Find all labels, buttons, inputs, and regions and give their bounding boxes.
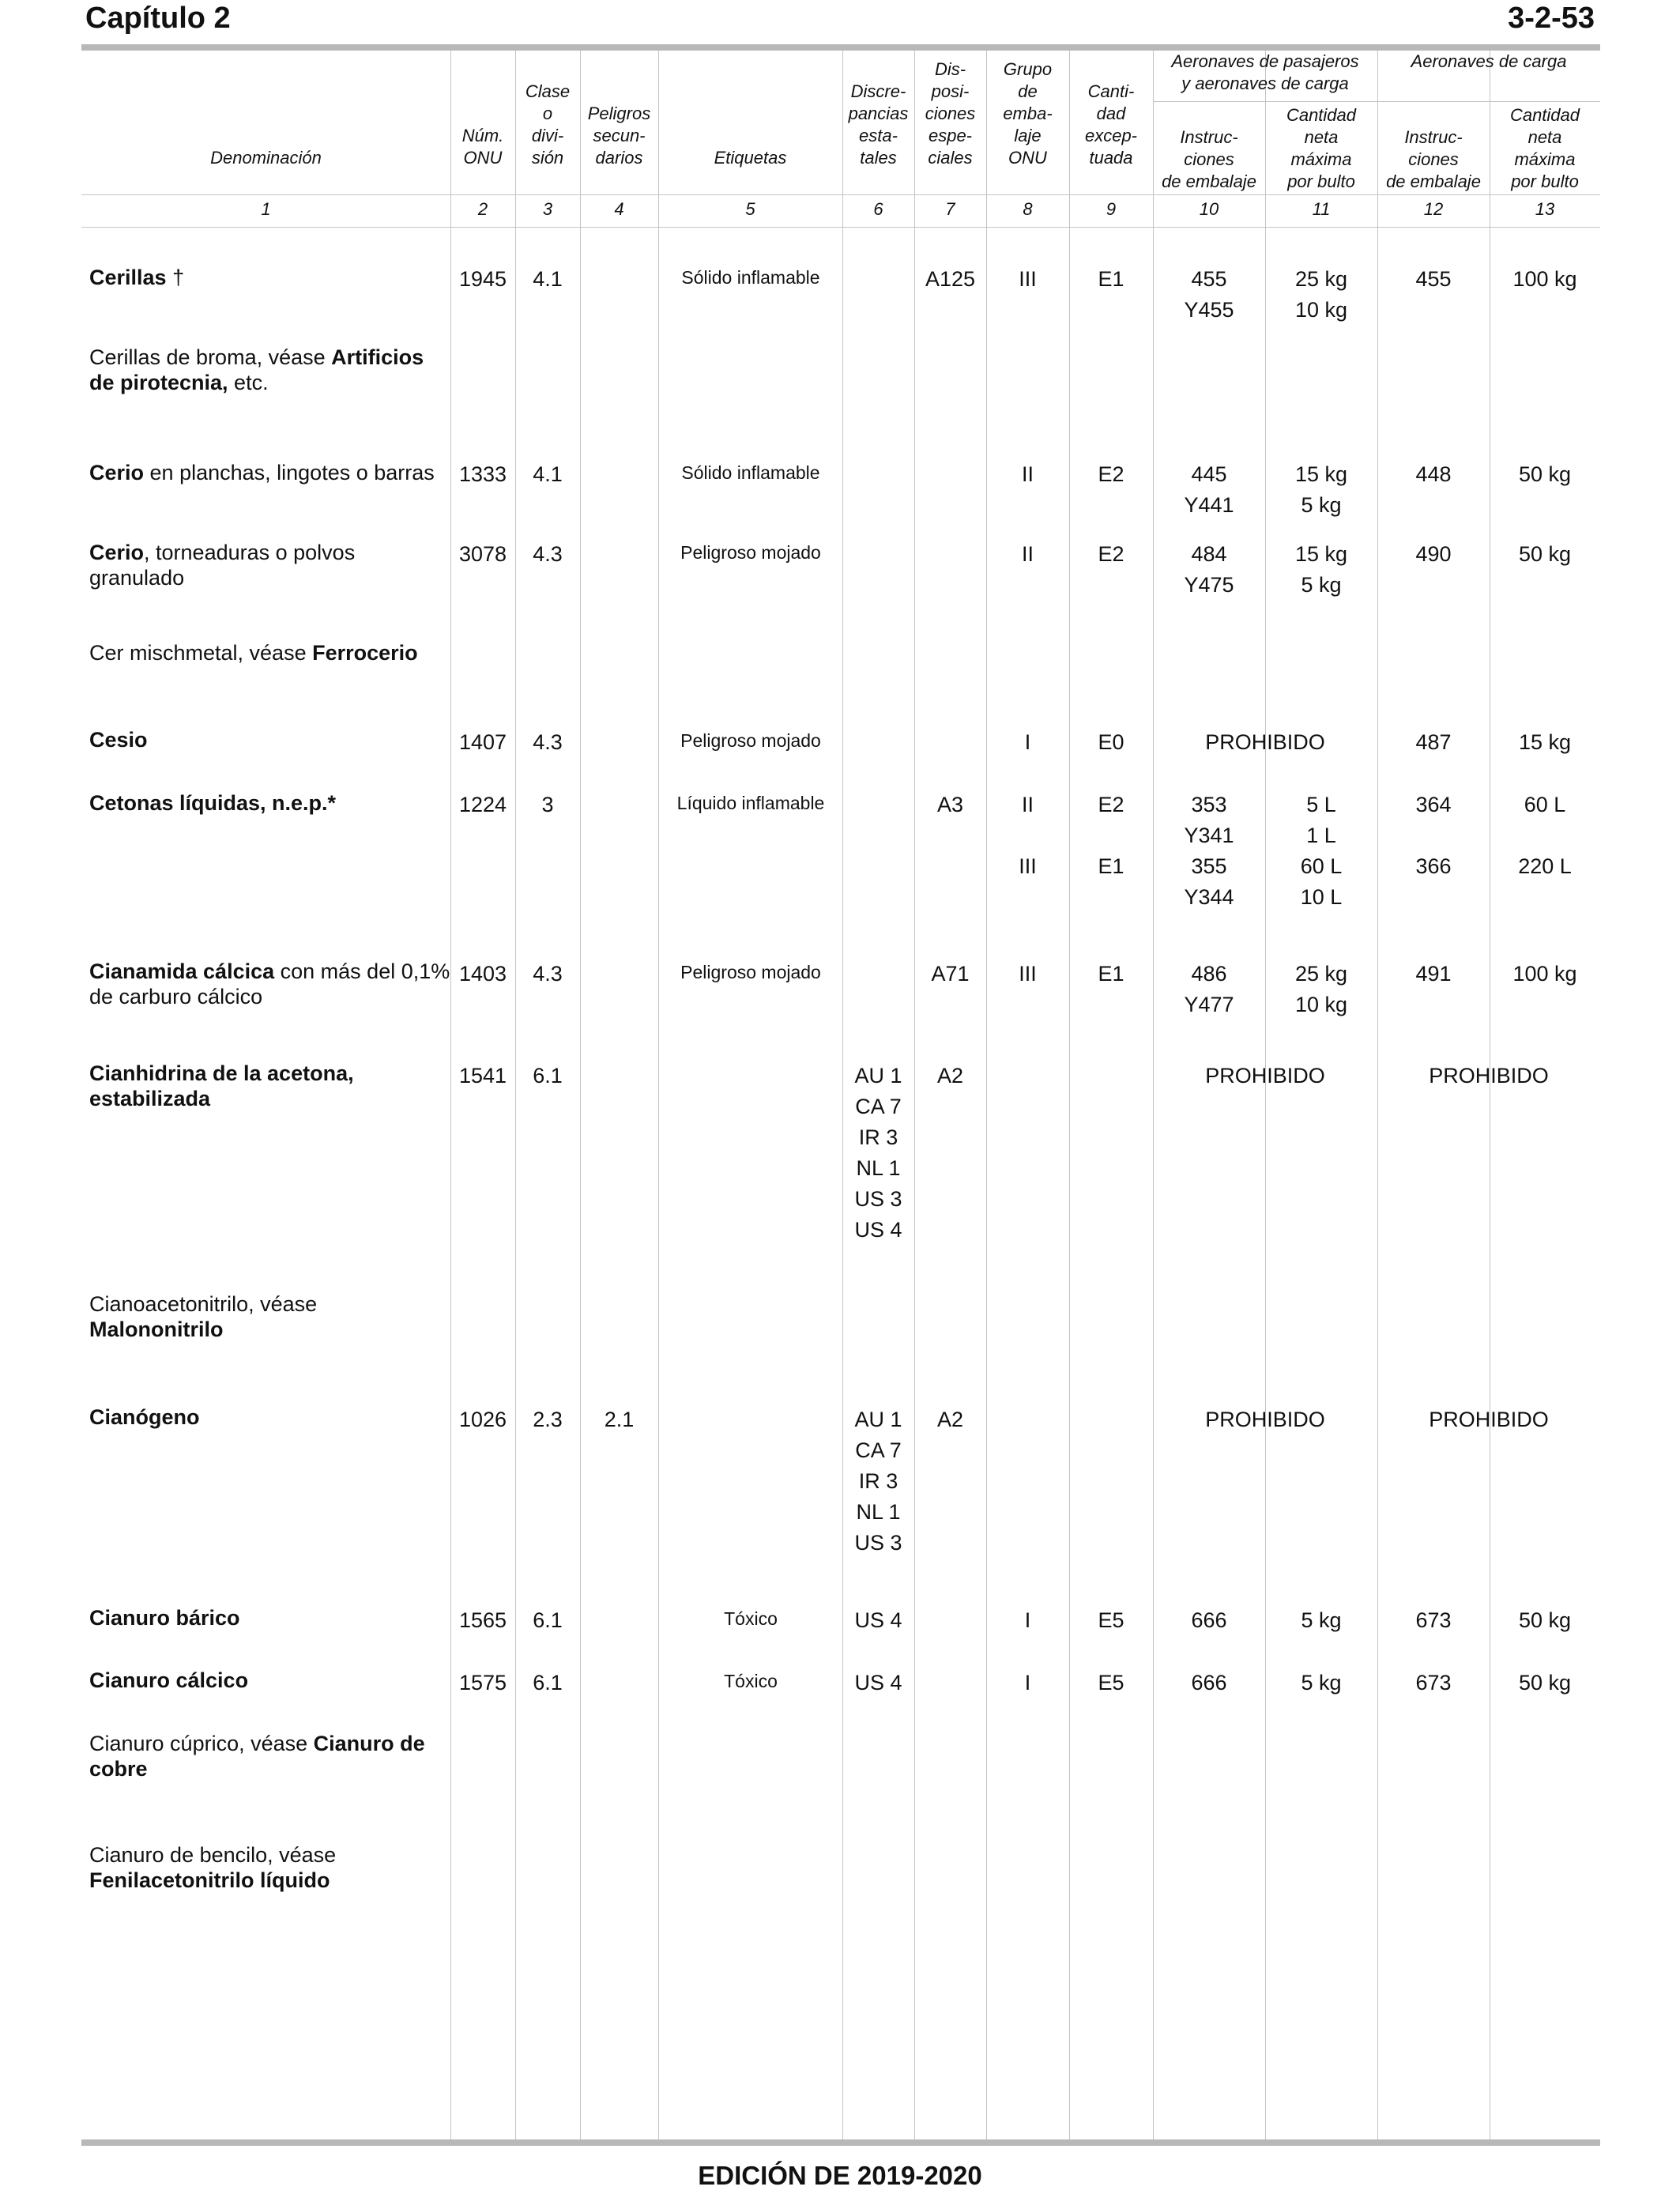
column-number: 8 (1023, 199, 1033, 219)
header-group-cargo: Aeronaves de carga (1411, 51, 1567, 71)
row-pax-prohibited: PROHIBIDO (1205, 730, 1325, 754)
row-label: Sólido inflamable (681, 462, 820, 483)
row-name: Cianuro bárico (89, 1606, 240, 1630)
row-cargo-quantity: 100 kg (1512, 962, 1577, 986)
column-divider (1265, 51, 1266, 2139)
number-row-divider (81, 227, 1600, 228)
header-cargo-quantity: Cantidad neta máxima por bulto (1509, 105, 1580, 191)
row-class: 4.1 (533, 462, 563, 486)
row-cargo-instructions: 448 (1415, 462, 1452, 486)
row-name: Cerio, torneaduras o polvos granulado (89, 541, 356, 590)
row-class: 3 (541, 793, 554, 816)
row-excepted-qty: E2 (1098, 542, 1124, 566)
header-denominacion: Denominación (210, 148, 322, 168)
row-packing-group: I (1024, 730, 1031, 754)
row-excepted-qty: E5 (1098, 1608, 1124, 1632)
row-un-number: 1333 (458, 462, 507, 486)
header-pax-quantity: Cantidad neta máxima por bulto (1286, 105, 1357, 191)
row-state-variations: US 4 (854, 1608, 902, 1632)
row-cargo-instructions: 673 (1415, 1671, 1452, 1695)
row-name: Cianhidrina de la acetona, estabilizada (89, 1061, 354, 1110)
row-pax-prohibited: PROHIBIDO (1205, 1064, 1325, 1088)
chapter-title: Capítulo 2 (85, 2, 231, 35)
row-un-number: 3078 (458, 542, 507, 566)
column-number: 11 (1312, 199, 1331, 219)
row-un-number: 1945 (458, 267, 507, 291)
header-divider (81, 194, 1600, 195)
row-cargo-instructions: 487 (1415, 730, 1452, 754)
column-number: 3 (542, 199, 553, 219)
row-label: Peligroso mojado (680, 542, 821, 563)
row-class: 4.3 (533, 730, 563, 754)
row-excepted-qty: E1 (1098, 962, 1124, 986)
row-cargo-prohibited: PROHIBIDO (1429, 1408, 1549, 1431)
row-cargo-instructions: 673 (1415, 1608, 1452, 1632)
row-name: Cetonas líquidas, n.e.p.* (89, 791, 337, 815)
header-disposiciones: Dis- posi- ciones espe- ciales (925, 59, 976, 168)
row-cargo-quantity: 50 kg (1518, 1671, 1572, 1695)
row-un-number: 1565 (458, 1608, 507, 1632)
row-un-number: 1026 (458, 1408, 507, 1431)
row-class: 4.3 (533, 962, 563, 986)
row-name: Cianuro cúprico, véase Cianuro de cobre (89, 1732, 425, 1781)
row-name: Cianamida cálcica con más del 0,1% de carburo cálcico (89, 959, 450, 1008)
group-header-divider (1153, 101, 1600, 102)
header-pax-instructions: Instruc- ciones de embalaje (1162, 127, 1256, 191)
row-packing-group: I (1024, 1671, 1031, 1695)
header-cargo-instructions: Instruc- ciones de embalaje (1386, 127, 1481, 191)
header-num-onu: Núm. ONU (461, 126, 504, 168)
top-rule (81, 44, 1600, 51)
row-name: Cianoacetonitrilo, véase Malononitrilo (89, 1292, 318, 1341)
row-name: Cerillas † (89, 266, 185, 289)
row-cargo-prohibited: PROHIBIDO (1429, 1064, 1549, 1088)
row-pax-instructions: 486 Y477 (1184, 962, 1234, 1016)
row-un-number: 1541 (458, 1064, 507, 1088)
row-name: Cerio en planchas, lingotes o barras (89, 461, 435, 484)
row-excepted-qty: E2 (1098, 462, 1124, 486)
row-class: 4.3 (533, 542, 563, 566)
row-class: 6.1 (533, 1671, 563, 1695)
row-pax-quantity: 25 kg 10 kg (1294, 267, 1348, 322)
row-special-provisions: A71 (931, 962, 970, 986)
row-label: Sólido inflamable (681, 267, 820, 288)
row-packing-group: II III (1019, 793, 1037, 878)
row-pax-instructions: 484 Y475 (1184, 542, 1234, 597)
row-pax-quantity: 15 kg 5 kg (1294, 542, 1348, 597)
row-name: Cianuro cálcico (89, 1668, 249, 1692)
row-cargo-quantity: 50 kg (1518, 542, 1572, 566)
row-state-variations: AU 1 CA 7 IR 3 NL 1 US 3 (854, 1408, 902, 1555)
column-number: 5 (745, 199, 755, 219)
row-label: Peligroso mojado (680, 962, 821, 982)
row-special-provisions: A2 (936, 1408, 964, 1431)
column-number: 2 (477, 199, 488, 219)
row-special-provisions: A3 (936, 793, 964, 816)
row-pax-quantity: 5 kg (1301, 1608, 1342, 1632)
row-special-provisions: A2 (936, 1064, 964, 1088)
header-peligros: Peligros secun- darios (587, 104, 651, 168)
row-excepted-qty: E5 (1098, 1671, 1124, 1695)
row-cargo-instructions: 364 366 (1415, 793, 1452, 878)
row-pax-instructions: 666 (1191, 1608, 1227, 1632)
row-class: 6.1 (533, 1608, 563, 1632)
header-cantidad-exceptuada: Canti- dad excep- tuada (1084, 81, 1138, 168)
row-pax-instructions: 666 (1191, 1671, 1227, 1695)
row-label: Peligroso mojado (680, 730, 821, 751)
column-number: 1 (261, 199, 271, 219)
row-label: Líquido inflamable (676, 793, 825, 813)
row-packing-group: III (1019, 962, 1037, 986)
row-cargo-quantity: 15 kg (1518, 730, 1572, 754)
row-pax-prohibited: PROHIBIDO (1205, 1408, 1325, 1431)
column-divider (580, 51, 581, 2139)
row-name: Cianógeno (89, 1405, 200, 1429)
row-class: 2.3 (533, 1408, 563, 1431)
row-name: Cianuro de bencilo, véase Fenilacetonitrilo líquido (89, 1843, 337, 1892)
row-un-number: 1407 (458, 730, 507, 754)
column-divider (986, 51, 987, 2139)
column-divider (914, 51, 915, 2139)
header-grupo-embalaje: Grupo de emba- laje ONU (1003, 59, 1053, 168)
column-divider (1069, 51, 1070, 2139)
column-divider (515, 51, 516, 2139)
row-un-number: 1403 (458, 962, 507, 986)
column-number: 12 (1423, 199, 1444, 219)
column-number: 7 (945, 199, 955, 219)
column-number: 4 (614, 199, 624, 219)
row-pax-instructions: 445 Y441 (1184, 462, 1234, 517)
row-cargo-instructions: 455 (1415, 267, 1452, 291)
column-divider (1377, 51, 1378, 2139)
header-etiquetas: Etiquetas (714, 148, 787, 168)
row-pax-quantity: 15 kg 5 kg (1294, 462, 1348, 517)
row-cargo-quantity: 60 L 220 L (1518, 793, 1572, 878)
row-packing-group: I (1024, 1608, 1031, 1632)
row-name: Cerillas de broma, véase Artificios de pirotecnia, etc. (89, 345, 424, 394)
row-state-variations: US 4 (854, 1671, 902, 1695)
row-excepted-qty: E0 (1098, 730, 1124, 754)
row-pax-quantity: 5 L 1 L 60 L 10 L (1300, 793, 1343, 909)
row-special-provisions: A125 (925, 267, 976, 291)
row-packing-group: II (1021, 462, 1034, 486)
row-pax-quantity: 25 kg 10 kg (1294, 962, 1348, 1016)
row-label: Tóxico (724, 1671, 778, 1691)
header-discrepancias: Discre- pancias esta- tales (848, 81, 909, 168)
row-name: Cer mischmetal, véase Ferrocerio (89, 641, 418, 665)
row-class: 4.1 (533, 267, 563, 291)
row-name: Cesio (89, 728, 148, 752)
header-clase: Clase o divi- sión (525, 81, 571, 168)
row-excepted-qty: E2 E1 (1098, 793, 1124, 878)
row-pax-quantity: 5 kg (1301, 1671, 1342, 1695)
bottom-rule (81, 2139, 1600, 2146)
row-un-number: 1224 (458, 793, 507, 816)
row-subsidiary-risk: 2.1 (604, 1408, 635, 1431)
column-number: 10 (1199, 199, 1219, 219)
edition-footer: EDICIÓN DE 2019-2020 (698, 2161, 982, 2190)
row-packing-group: III (1019, 267, 1037, 291)
row-pax-instructions: 353 Y341 355 Y344 (1184, 793, 1234, 909)
row-cargo-instructions: 490 (1415, 542, 1452, 566)
column-number: 6 (873, 199, 883, 219)
row-class: 6.1 (533, 1064, 563, 1088)
row-label: Tóxico (724, 1608, 778, 1629)
row-cargo-quantity: 50 kg (1518, 462, 1572, 486)
column-number: 9 (1106, 199, 1117, 219)
row-cargo-quantity: 50 kg (1518, 1608, 1572, 1632)
page-number: 3-2-53 (1508, 2, 1595, 35)
row-packing-group: II (1021, 542, 1034, 566)
header-group-passenger: Aeronaves de pasajeros y aeronaves de carga (1171, 51, 1359, 93)
column-divider (1153, 51, 1154, 2139)
row-pax-instructions: 455 Y455 (1184, 267, 1234, 322)
column-divider (658, 51, 659, 2139)
row-cargo-quantity: 100 kg (1512, 267, 1577, 291)
row-state-variations: AU 1 CA 7 IR 3 NL 1 US 3 US 4 (854, 1064, 902, 1242)
column-number: 13 (1535, 199, 1555, 219)
row-excepted-qty: E1 (1098, 267, 1124, 291)
row-un-number: 1575 (458, 1671, 507, 1695)
row-cargo-instructions: 491 (1415, 962, 1452, 986)
